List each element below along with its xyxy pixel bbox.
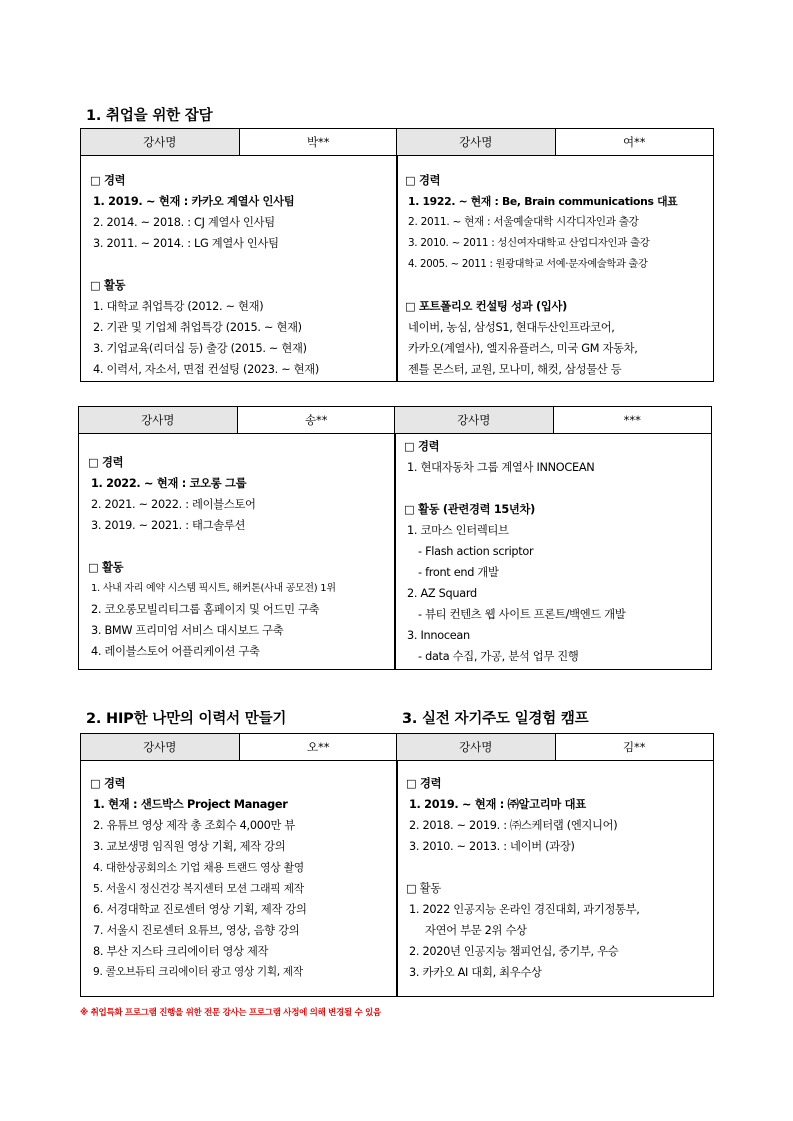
career-item: 3. 교보생명 임직원 영상 기획, 제작 강의 bbox=[93, 840, 286, 853]
card-header bbox=[81, 734, 397, 761]
career-item: 2. 2011. ~ 현재 : 서울예술대학 시각디자인과 출강 bbox=[408, 216, 639, 228]
section-title-2: 2. HIP한 나만의 이력서 만들기 bbox=[86, 711, 287, 727]
career-item: 4. 2005. ~ 2011 : 원광대학교 서예·문자예술학과 출강 bbox=[408, 259, 648, 270]
activity-item: 1. 사내 자리 예약 시스템 픽시트, 해커톤(사내 공모전) 1위 bbox=[91, 583, 336, 594]
activity-item: 1. 대학교 취업특강 (2012. ~ 현재) bbox=[93, 300, 264, 313]
career-heading: □ 경력 bbox=[404, 440, 440, 453]
career-item: 8. 부산 지스타 크리에이터 영상 제작 bbox=[93, 945, 269, 958]
career-heading: □ 경력 bbox=[90, 777, 126, 790]
career-heading: □ 경력 bbox=[90, 174, 126, 187]
career-item: 1. 현대자동차 그룹 계열사 INNOCEAN bbox=[407, 461, 595, 474]
career-item: 1. 1922. ~ 현재 : Be, Brain communications 대표 bbox=[408, 195, 678, 208]
career-heading: □ 경력 bbox=[88, 456, 124, 469]
career-item: 4. 대한상공회의소 기업 채용 트랜드 영상 촬영 bbox=[93, 861, 304, 874]
activity-subitem: - Flash action scriptor bbox=[418, 545, 534, 558]
career-item: 7. 서울시 진로센터 요튜브, 영상, 음향 강의 bbox=[93, 924, 300, 937]
career-item: 1. 2019. ~ 현재 : 카카오 계열사 인사팀 bbox=[93, 195, 295, 208]
activity-heading: □ 활동 bbox=[88, 561, 124, 574]
lecturer-label: 강사명 bbox=[395, 407, 554, 433]
portfolio-item: 카카오(계열사), 엘지유플러스, 미국 GM 자동차, bbox=[408, 342, 638, 355]
lecturer-name: *** bbox=[623, 413, 641, 427]
career-item: 3. 2010. ~ 2013. : 네이버 (과장) bbox=[409, 840, 575, 853]
activity-item-continued: 자연어 부문 2위 수상 bbox=[425, 924, 527, 937]
lecturer-label: 강사명 bbox=[397, 129, 556, 155]
lecturer-card-oh bbox=[80, 733, 398, 997]
portfolio-item: 네이버, 농심, 삼성S1, 현대두산인프라코어, bbox=[408, 321, 615, 334]
activity-item: 3. BMW 프리미엄 서비스 대시보드 구축 bbox=[91, 624, 284, 637]
card-header bbox=[397, 129, 713, 156]
lecturer-name: 김** bbox=[622, 740, 646, 754]
card-header bbox=[395, 407, 711, 434]
activity-item: 2. 2020년 인공지능 챔피언십, 중기부, 우승 bbox=[409, 945, 619, 958]
career-item: 5. 서울시 정신건강 복지센터 모션 그래픽 제작 bbox=[93, 882, 304, 895]
section-title-3: 3. 실전 자기주도 일경험 캠프 bbox=[402, 711, 589, 727]
career-item: 1. 2022. ~ 현재 : 코오롱 그룹 bbox=[91, 477, 247, 490]
career-item: 3. 2010. ~ 2011 : 성신여자대학교 산업디자인과 출강 bbox=[408, 237, 650, 249]
lecturer-card-park bbox=[80, 128, 398, 382]
lecturer-card-kim bbox=[396, 733, 714, 997]
activity-subitem: - 뷰티 컨텐츠 웹 사이트 프론트/백엔드 개발 bbox=[418, 608, 626, 621]
career-item: 1. 현재 : 샌드박스 Project Manager bbox=[93, 798, 288, 811]
lecturer-name: 오** bbox=[306, 740, 330, 754]
footnote: ※ 취업특화 프로그램 진행을 위한 전문 강사는 프로그램 사정에 의해 변경될 수 있음 bbox=[80, 1008, 381, 1018]
activity-item: 3. 카카오 AI 대회, 최우수상 bbox=[409, 966, 542, 979]
card-header bbox=[79, 407, 395, 434]
activity-heading: □ 활동 bbox=[406, 882, 441, 895]
career-heading: □ 경력 bbox=[406, 777, 442, 790]
lecturer-card-yeo bbox=[396, 128, 714, 382]
lecturer-label: 강사명 bbox=[81, 734, 240, 760]
career-item: 2. 2018. ~ 2019. : ㈜스케터랩 (엔지니어) bbox=[409, 819, 618, 832]
lecturer-card-anonymous bbox=[394, 406, 712, 670]
card-header bbox=[397, 734, 713, 761]
activity-heading: □ 활동 (관련경력 15년차) bbox=[404, 503, 536, 516]
activity-item: 3. Innocean bbox=[407, 629, 470, 642]
career-item: 6. 서경대학교 진로센터 영상 기획, 제작 강의 bbox=[93, 903, 307, 916]
portfolio-item: 젠틀 몬스터, 교원, 모나미, 해컷, 삼성물산 등 bbox=[408, 363, 622, 376]
portfolio-heading: □ 포트폴리오 컨설팅 성과 (입사) bbox=[405, 300, 567, 313]
section-title-1: 1. 취업을 위한 잡담 bbox=[86, 108, 213, 124]
activity-item: 4. 레이블스토어 어플리케이션 구축 bbox=[91, 645, 260, 658]
activity-item: 2. 기관 및 기업체 취업특강 (2015. ~ 현재) bbox=[93, 321, 302, 334]
activity-item: 3. 기업교육(리더십 등) 출강 (2015. ~ 현재) bbox=[93, 342, 307, 355]
activity-subitem: - data 수집, 가공, 분석 업무 진행 bbox=[418, 650, 579, 663]
activity-item: 1. 2022 인공지능 온라인 경진대회, 과기정통부, bbox=[409, 903, 640, 916]
lecturer-name: 박** bbox=[306, 135, 330, 149]
career-item: 2. 2021. ~ 2022. : 레이블스토어 bbox=[91, 498, 256, 511]
career-item: 2. 유튜브 영상 제작 총 조회수 4,000만 뷰 bbox=[93, 819, 296, 832]
activity-subitem: - front end 개발 bbox=[418, 566, 499, 579]
activity-item: 4. 이력서, 자소서, 면접 컨설팅 (2023. ~ 현재) bbox=[93, 363, 319, 376]
activity-item: 1. 코마스 인터렉티브 bbox=[407, 524, 509, 537]
activity-item: 2. 코오롱모빌리티그룹 홈페이지 및 어드민 구축 bbox=[91, 603, 320, 616]
activity-item: 2. AZ Squard bbox=[407, 587, 477, 600]
career-item: 3. 2011. ~ 2014. : LG 계열사 인사팀 bbox=[93, 237, 279, 250]
lecturer-label: 강사명 bbox=[81, 129, 240, 155]
activity-heading: □ 활동 bbox=[90, 279, 126, 292]
career-item: 9. 콜오브듀티 크리에이터 광고 영상 기획, 제작 bbox=[93, 966, 303, 978]
career-item: 2. 2014. ~ 2018. : CJ 계열사 인사팀 bbox=[93, 216, 275, 229]
lecturer-card-song bbox=[78, 406, 396, 670]
lecturer-name: 송** bbox=[304, 413, 328, 427]
lecturer-label: 강사명 bbox=[397, 734, 556, 760]
career-item: 3. 2019. ~ 2021. : 태그솔루션 bbox=[91, 519, 246, 532]
lecturer-name: 여** bbox=[622, 135, 646, 149]
lecturer-label: 강사명 bbox=[79, 407, 238, 433]
career-heading: □ 경력 bbox=[405, 174, 441, 187]
career-item: 1. 2019. ~ 현재 : ㈜알고리마 대표 bbox=[409, 798, 586, 811]
card-header bbox=[81, 129, 397, 156]
